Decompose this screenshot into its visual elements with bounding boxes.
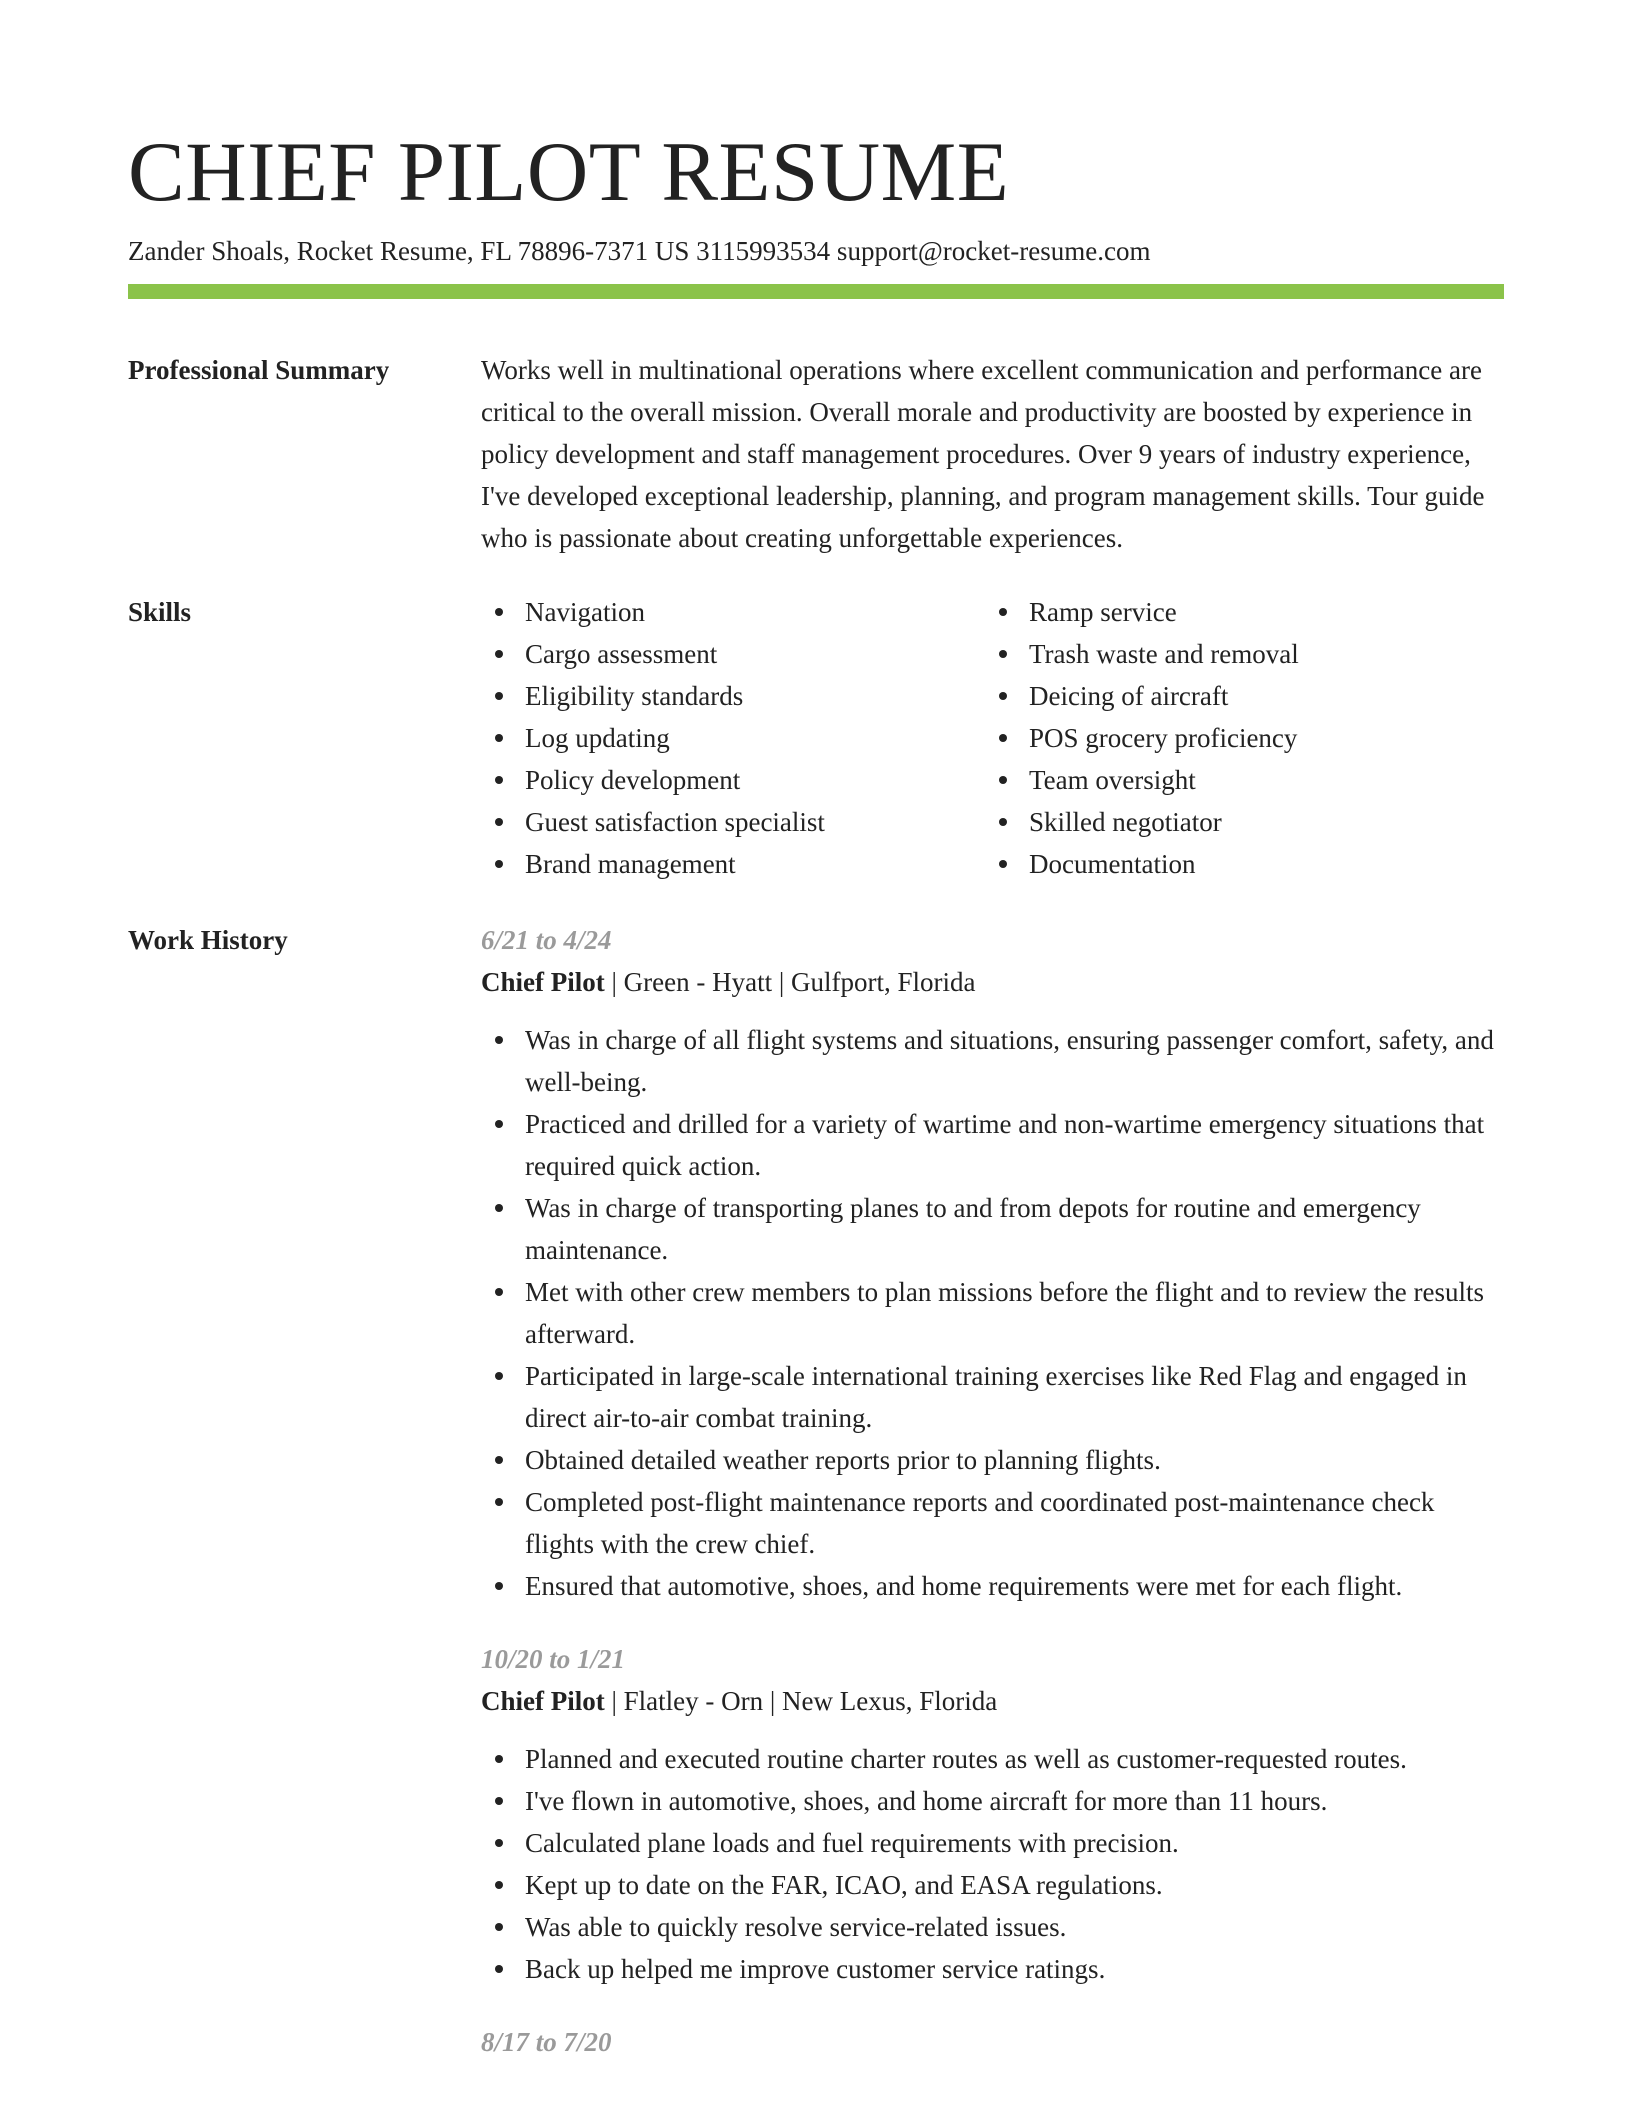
job-bullet: Practiced and drilled for a variety of wartime and non-wartime emergency situations that required quick action. [481, 1103, 1504, 1187]
skills-section [128, 591, 1504, 885]
job-entry [481, 919, 1504, 1607]
section-label: Skills [128, 597, 192, 627]
skill-item: Eligibility standards [481, 675, 985, 717]
skill-item: Log updating [481, 717, 985, 759]
job-entry [481, 1638, 1504, 1990]
skill-item: Ramp service [985, 591, 1489, 633]
section-label: Work History [128, 925, 288, 955]
job-bullet: Met with other crew members to plan missions before the flight and to review the results afterward. [481, 1271, 1504, 1355]
skill-item: Team oversight [985, 759, 1489, 801]
job-bullet-list [481, 1738, 1504, 1990]
skill-item: Deicing of aircraft [985, 675, 1489, 717]
page-title: CHIEF PILOT RESUME [128, 125, 1010, 219]
job-bullet: Ensured that automotive, shoes, and home requirements were met for each flight. [481, 1565, 1504, 1607]
skill-item: Skilled negotiator [985, 801, 1489, 843]
job-dates: 8/17 to 7/20 [481, 2027, 612, 2057]
work-history-content [481, 919, 1504, 2063]
job-dates: 10/20 to 1/21 [481, 1644, 626, 1674]
skill-item: Brand management [481, 843, 985, 885]
skills-list-left [481, 591, 985, 885]
job-dates: 6/21 to 4/24 [481, 925, 612, 955]
header-divider [128, 284, 1504, 299]
job-details: | Green - Hyatt | Gulfport, Florida [604, 967, 976, 997]
contact-line: Zander Shoals, Rocket Resume, FL 78896-7371 US 3115993534 support@rocket-resume.com [128, 236, 1151, 266]
job-bullet: Was able to quickly resolve service-related issues. [481, 1906, 1504, 1948]
job-bullet: Completed post-flight maintenance reports and coordinated post-maintenance check flights with the crew chief. [481, 1481, 1504, 1565]
work-history-section [128, 919, 1504, 2063]
section-label: Professional Summary [128, 355, 390, 385]
job-bullet-list [481, 1019, 1504, 1607]
job-title: Chief Pilot [481, 967, 605, 997]
job-title: Chief Pilot [481, 1686, 605, 1716]
skill-item: Guest satisfaction specialist [481, 801, 985, 843]
job-bullet: Obtained detailed weather reports prior to planning flights. [481, 1439, 1504, 1481]
job-bullet: I've flown in automotive, shoes, and home aircraft for more than 11 hours. [481, 1780, 1504, 1822]
job-bullet: Back up helped me improve customer service ratings. [481, 1948, 1504, 1990]
job-heading [481, 961, 1504, 1003]
job-bullet: Kept up to date on the FAR, ICAO, and EASA regulations. [481, 1864, 1504, 1906]
skills-list-right [985, 591, 1489, 885]
job-bullet: Planned and executed routine charter routes as well as customer-requested routes. [481, 1738, 1504, 1780]
skill-item: Navigation [481, 591, 985, 633]
skill-item: Policy development [481, 759, 985, 801]
summary-text: Works well in multinational operations where excellent communication and performance are critical to the overall mission. Overall morale and productivity are boosted by experience in policy development and staff management procedures. Over 9 years of industry experience, I've developed exceptional leadership, planning, and program management skills. Tour guide who is passionate about creating unforgettable experiences. [481, 355, 1485, 553]
skill-item: Cargo assessment [481, 633, 985, 675]
job-bullet: Was in charge of transporting planes to and from depots for routine and emergency maintenance. [481, 1187, 1504, 1271]
skill-item: Trash waste and removal [985, 633, 1489, 675]
skill-item: Documentation [985, 843, 1489, 885]
job-bullet: Was in charge of all flight systems and situations, ensuring passenger comfort, safety, and well-being. [481, 1019, 1504, 1103]
job-entry [481, 2021, 1504, 2063]
skills-columns [481, 591, 1504, 885]
summary-section [128, 349, 1504, 559]
job-heading [481, 1680, 1504, 1722]
job-details: | Flatley - Orn | New Lexus, Florida [604, 1686, 998, 1716]
job-bullet: Participated in large-scale international training exercises like Red Flag and engaged in direct air-to-air combat training. [481, 1355, 1504, 1439]
skill-item: POS grocery proficiency [985, 717, 1489, 759]
job-bullet: Calculated plane loads and fuel requirements with precision. [481, 1822, 1504, 1864]
